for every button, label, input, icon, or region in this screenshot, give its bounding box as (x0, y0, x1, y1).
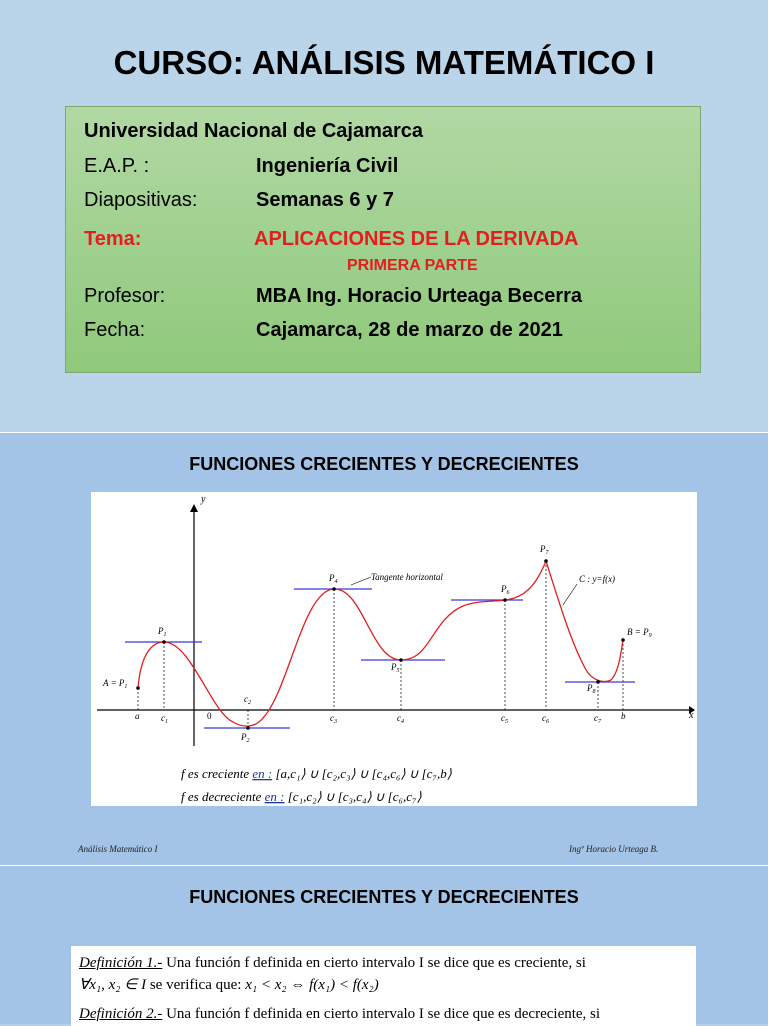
x-axis-label: x (689, 710, 694, 721)
eap-value: Ingeniería Civil (256, 155, 399, 177)
function-graph (91, 492, 697, 806)
svg-text:c2: $c_2$ (244, 694, 251, 706)
svg-text:A = P1: $A = P_1$ (103, 678, 128, 690)
decreciente-statement: f es decreciente en : [c₁,c₂⟩ ∪ [c₃,c₄⟩ ∪ [c₆,c₇⟩ (181, 789, 422, 804)
topic-subtitle: PRIMERA PARTE (347, 257, 478, 274)
svg-text:P7: $P_7$ (540, 544, 549, 556)
curve-points (136, 559, 625, 730)
svg-text:0: 0 (207, 711, 212, 721)
y-axis-label: y (201, 494, 206, 505)
info-row-eap (84, 155, 399, 178)
svg-text:P2: $P_2$ (241, 732, 250, 744)
slides-value: Semanas 6 y 7 (256, 189, 394, 211)
title-slide (0, 0, 768, 432)
svg-text:P8: $P_8$ (587, 683, 596, 695)
svg-text:P6: $P_6$ (501, 584, 510, 596)
footer-course: Análisis Matemático I (78, 844, 158, 854)
footer-author: Ingº Horacio Urteaga B. (569, 844, 659, 854)
slide-heading: FUNCIONES CRECIENTES Y DECRECIENTES (189, 454, 579, 474)
info-row-date (84, 319, 563, 342)
svg-text:c7: $c_7$ (594, 713, 601, 725)
course-info-box (65, 106, 701, 373)
functions-graph-slide (0, 433, 768, 865)
point-labels (102, 544, 652, 744)
svg-text:B = P9: $B = P_9$ (627, 627, 652, 639)
creciente-statement: f es creciente en : [a,c₁⟩ ∪ [c₂,c₃⟩ ∪ [c₄,c₆⟩ ∪ [c₇,b⟩ (181, 766, 452, 781)
course-title: CURSO: ANÁLISIS MATEMÁTICO I (113, 44, 655, 81)
definition-1-condition: ∀x₁, x₂ ∈ I se verifica que: x₁ < x₂ ⇔ f(x₁) < f(x₂) (79, 977, 379, 993)
definitions-slide (0, 866, 768, 1024)
slides-label: Diapositivas: (84, 189, 198, 211)
curve-label: C : y=f(x) (579, 574, 616, 584)
tangent-label: Tangente horizontal (371, 572, 443, 582)
svg-text:c6: $c_6$ (542, 713, 549, 725)
definition-1 (79, 955, 586, 972)
definition-2-text: Una función f definida en cierto intervalo I se dice que es decreciente, si (162, 1006, 601, 1022)
definition-1-title: Definición 1.- (79, 955, 163, 971)
eap-label: E.A.P. : (84, 155, 150, 177)
horizontal-tangents (125, 589, 635, 728)
date-label: Fecha: (84, 319, 146, 341)
svg-text:c3: $c_3$ (330, 713, 337, 725)
info-row-topic (84, 228, 579, 251)
topic-label: Tema: (84, 228, 142, 250)
info-row-professor (84, 285, 583, 308)
svg-text:P1: $P_1$ (158, 626, 167, 638)
curve-pointer (563, 584, 577, 605)
topic-value: APLICACIONES DE LA DERIVADA (254, 228, 579, 250)
svg-text:P5: $P_5$ (391, 662, 400, 674)
svg-text:b: b (621, 711, 626, 721)
professor-label: Profesor: (84, 285, 166, 307)
y-axis-arrow (190, 504, 198, 512)
date-value: Cajamarca, 28 de marzo de 2021 (256, 319, 563, 341)
svg-text:c4: $c_4$ (397, 713, 404, 725)
info-row-slides (84, 189, 394, 212)
svg-text:a: a (135, 711, 140, 721)
definition-2 (79, 1006, 600, 1023)
definition-2-title: Definición 2.- (79, 1006, 163, 1022)
svg-text:c5: $c_5$ (501, 713, 508, 725)
tangent-pointer (351, 577, 371, 585)
function-graph-panel (91, 492, 697, 806)
definition-1-text: Una función f definida en cierto intervalo I se dice que es creciente, si (162, 955, 586, 971)
university-name: Universidad Nacional de Cajamarca (84, 120, 424, 142)
slide-heading: FUNCIONES CRECIENTES Y DECRECIENTES (189, 887, 579, 907)
function-curve (138, 561, 623, 726)
guide-lines (138, 561, 623, 726)
svg-text:c1: $c_1$ (161, 713, 168, 725)
professor-value: MBA Ing. Horacio Urteaga Becerra (256, 285, 583, 307)
definitions-panel (71, 946, 696, 1026)
svg-text:P4: $P_4$ (329, 573, 338, 585)
